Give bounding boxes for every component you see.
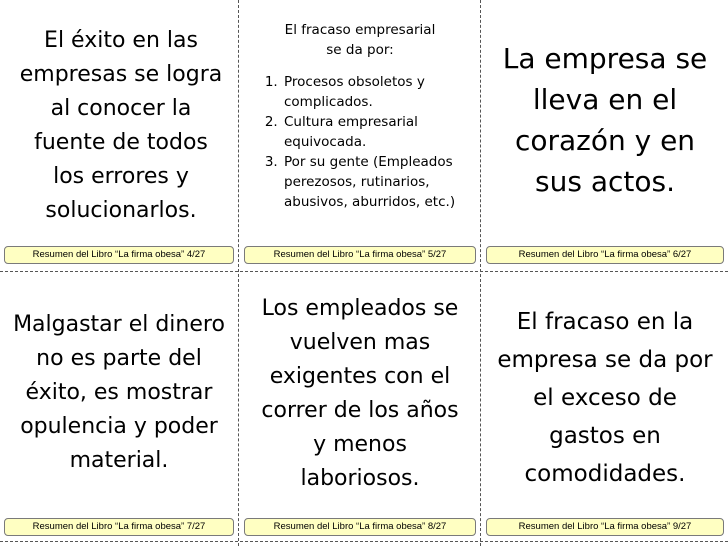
card-title-line-2: se da por:	[326, 42, 394, 58]
cut-line-bottom	[0, 541, 728, 542]
card-footer: Resumen del Libro “La firma obesa” 4/27	[4, 246, 234, 264]
card-footer: Resumen del Libro “La firma obesa” 7/27	[4, 518, 234, 536]
card-text: La empresa se lleva en el corazón y en sus actos.	[502, 42, 708, 198]
list-item: 2. Cultura empresarial equivocada.	[282, 112, 474, 152]
card-5	[240, 0, 480, 271]
list-item: 1. Procesos obsoletos y complicados.	[282, 72, 474, 112]
card-footer: Resumen del Libro “La firma obesa” 9/27	[486, 518, 724, 536]
cut-line-vertical-1	[238, 0, 239, 546]
card-6	[482, 0, 728, 271]
card-footer: Resumen del Libro “La firma obesa” 6/27	[486, 246, 724, 264]
card-footer: Resumen del Libro “La firma obesa” 8/27	[244, 518, 476, 536]
card-text: Los empleados se vuelven mas exigentes con el correr de los años y menos laboriosos.	[261, 296, 459, 491]
card-title-line-1: El fracaso empresarial	[284, 22, 436, 38]
cut-line-horizontal	[0, 271, 728, 272]
card-9	[482, 273, 728, 541]
card-footer: Resumen del Libro “La firma obesa” 5/27	[244, 246, 476, 264]
card-text: El fracaso en la empresa se da por el exceso de gastos en comodidades.	[497, 309, 713, 487]
cause-list	[246, 72, 474, 212]
card-text: El éxito en las empresas se logra al conocer la fuente de todos los errores y solucionarlos.	[19, 28, 223, 223]
list-item: 3. Por su gente (Empleados perezosos, rutinarios, abusivos, aburridos, etc.)	[282, 152, 474, 212]
card-8	[240, 273, 480, 541]
cut-line-vertical-2	[480, 0, 481, 546]
card-7	[0, 273, 238, 541]
card-text: Malgastar el dinero no es parte del éxito, es mostrar opulencia y poder material.	[13, 312, 225, 473]
card-4	[0, 0, 238, 271]
